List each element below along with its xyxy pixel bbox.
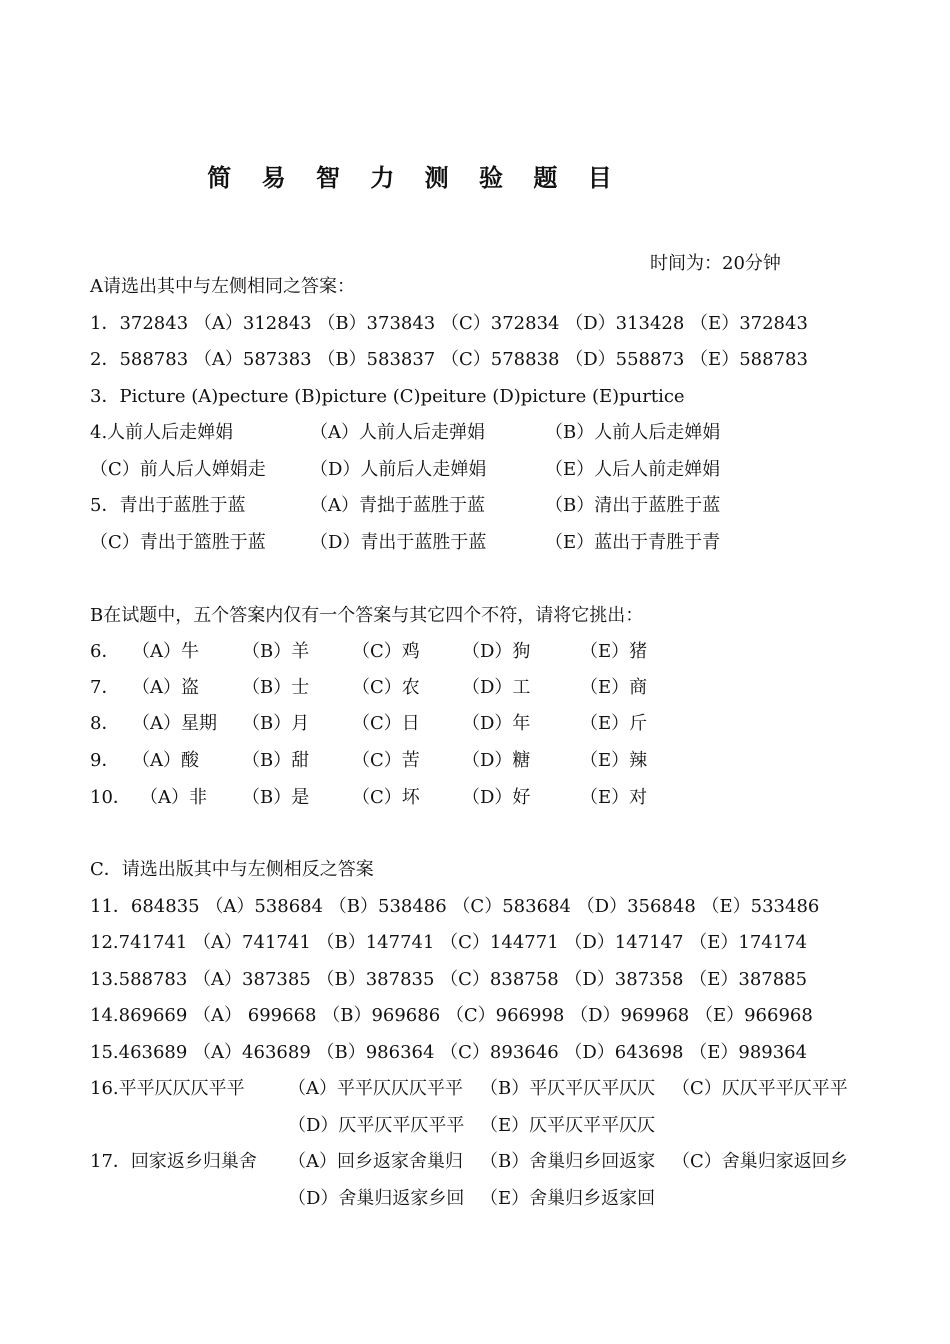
question-4-option-e: （E）人后人前走婵娟: [545, 459, 721, 480]
question-16-option-e: （E）仄平仄平平仄仄: [480, 1115, 656, 1136]
question-2: 2．588783 （A）587383 （B）583837 （C）578838 （D）558873 （E）588783: [90, 349, 808, 370]
question-10-option-d: （D）好: [462, 787, 531, 808]
question-4-option-c: （C）前人后人婵娟走: [90, 459, 266, 480]
question-16-option-c: （C）仄仄平平仄平平: [672, 1078, 848, 1099]
question-4-option-a: （A）人前人后走弹娟: [310, 422, 485, 443]
question-17-option-e: （E）舍巢归乡返家回: [480, 1188, 656, 1209]
question-6-option-c: （C）鸡: [352, 641, 420, 662]
question-16-stem: 16.平平仄仄仄平平: [90, 1078, 245, 1099]
question-4-option-d: （D）人前后人走婵娟: [310, 459, 487, 480]
question-6-option-a: （A）牛: [132, 641, 199, 662]
question-14: 14.869669 （A） 699668 （B）969686 （C）966998 （D）969968 （E）966968: [90, 1005, 813, 1026]
question-6-option-b: （B）羊: [242, 641, 310, 662]
section-c-heading: C．请选出版其中与左侧相反之答案: [90, 859, 374, 880]
question-5-option-b: （B）清出于蓝胜于蓝: [545, 495, 721, 516]
question-8-option-a: （A）星期: [132, 713, 217, 734]
question-5-option-a: （A）青拙于蓝胜于蓝: [310, 495, 485, 516]
question-7-number: 7．: [90, 677, 120, 698]
question-5-option-d: （D）青出于蓝胜于蓝: [310, 532, 487, 553]
question-16-option-b: （B）平仄平仄平仄仄: [480, 1078, 656, 1099]
question-9-option-a: （A）酸: [132, 750, 199, 771]
question-6-number: 6．: [90, 641, 120, 662]
question-10-option-e: （E）对: [580, 787, 648, 808]
question-5-option-c: （C）青出于篮胜于蓝: [90, 532, 266, 553]
question-8-option-d: （D）年: [462, 713, 531, 734]
question-7-option-d: （D）工: [462, 677, 531, 698]
question-13: 13.588783 （A）387385 （B）387835 （C）838758 （D）387358 （E）387885: [90, 969, 808, 990]
time-limit-note: 时间为：20分钟: [650, 253, 781, 274]
question-15: 15.463689 （A）463689 （B）986364 （C）893646 （D）643698 （E）989364: [90, 1042, 808, 1063]
question-9-option-e: （E）辣: [580, 750, 648, 771]
question-17-option-d: （D）舍巢归返家乡回: [288, 1188, 465, 1209]
question-9-option-b: （B）甜: [242, 750, 310, 771]
question-7-option-e: （E）商: [580, 677, 648, 698]
section-b-heading: B在试题中，五个答案内仅有一个答案与其它四个不符，请将它挑出：: [90, 605, 644, 626]
question-16-option-d: （D）仄平仄平仄平平: [288, 1115, 465, 1136]
question-10-option-c: （C）坏: [352, 787, 420, 808]
question-9-number: 9．: [90, 750, 120, 771]
question-17-option-c: （C）舍巢归家返回乡: [672, 1151, 848, 1172]
question-3: 3．Picture (A)pecture (B)picture (C)peiture (D)picture (E)purtice: [90, 386, 685, 407]
question-7-option-a: （A）盗: [132, 677, 199, 698]
question-12: 12.741741 （A）741741 （B）147741 （C）144771 （D）147147 （E）174174: [90, 932, 808, 953]
question-5-stem: 5．青出于蓝胜于蓝: [90, 495, 246, 516]
question-5-option-e: （E）蓝出于青胜于青: [545, 532, 721, 553]
question-8-option-b: （B）月: [242, 713, 310, 734]
question-17-option-a: （A）回乡返家舍巢归: [288, 1151, 463, 1172]
question-4-option-b: （B）人前人后走婵娟: [545, 422, 721, 443]
question-10-option-b: （B）是: [242, 787, 310, 808]
question-7-option-b: （B）士: [242, 677, 310, 698]
question-4-stem: 4.人前人后走婵娟: [90, 422, 234, 443]
question-11: 11．684835 （A）538684 （B）538486 （C）583684 （D）356848 （E）533486: [90, 896, 820, 917]
question-9-option-d: （D）糖: [462, 750, 531, 771]
question-6-option-e: （E）猪: [580, 641, 648, 662]
question-1: 1．372843 （A）312843 （B）373843 （C）372834 （D）313428 （E）372843: [90, 313, 808, 334]
question-16-option-a: （A）平平仄仄仄平平: [288, 1078, 463, 1099]
question-7-option-c: （C）农: [352, 677, 420, 698]
question-8-option-c: （C）日: [352, 713, 420, 734]
page-title: 简 易 智 力 测 验 题 目: [207, 163, 623, 192]
section-a-heading: A请选出其中与左侧相同之答案：: [90, 276, 355, 297]
question-10-number: 10．: [90, 787, 131, 808]
question-17-stem: 17．回家返乡归巢舍: [90, 1151, 257, 1172]
question-6-option-d: （D）狗: [462, 641, 531, 662]
question-8-option-e: （E）斤: [580, 713, 648, 734]
question-17-option-b: （B）舍巢归乡回返家: [480, 1151, 656, 1172]
question-8-number: 8．: [90, 713, 120, 734]
question-10-option-a: （A）非: [140, 787, 207, 808]
question-9-option-c: （C）苦: [352, 750, 420, 771]
